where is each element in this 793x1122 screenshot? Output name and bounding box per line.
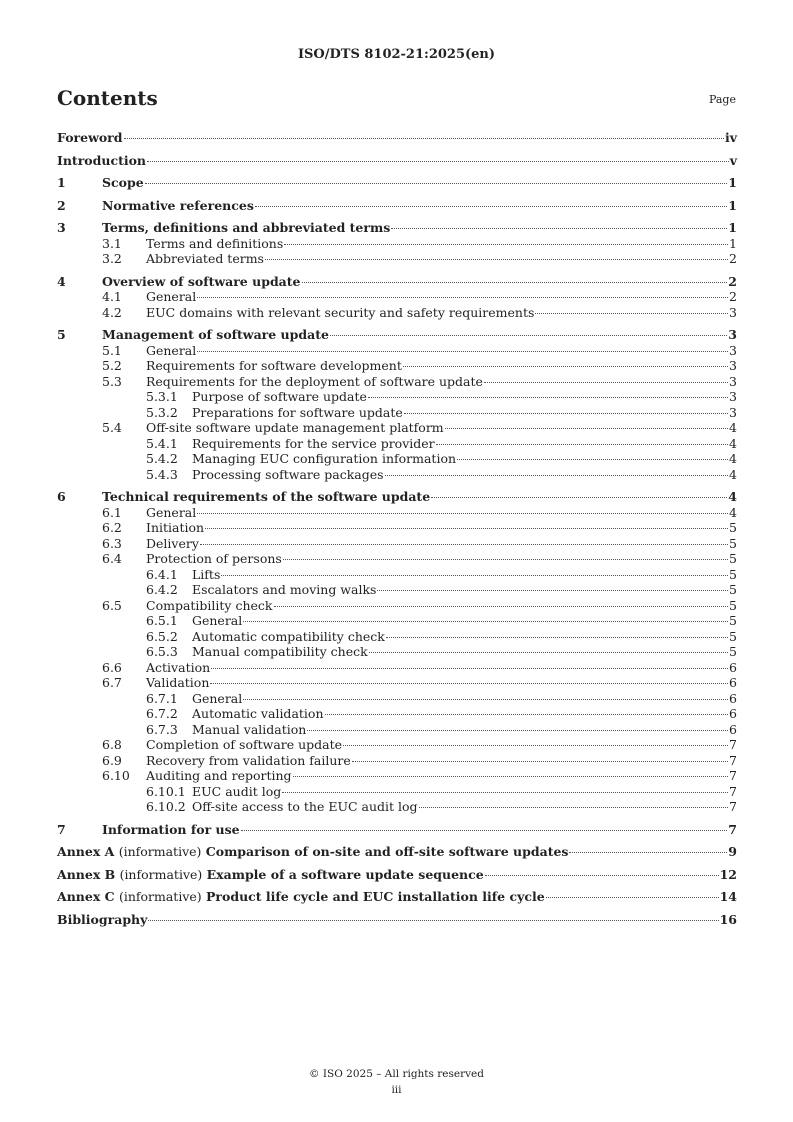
- toc-entry-number: 6.5.3: [146, 644, 178, 659]
- dot-leader: [147, 161, 729, 162]
- toc-entry[interactable]: [57, 912, 737, 928]
- toc-entry[interactable]: [57, 236, 737, 252]
- dot-leader: [368, 397, 728, 398]
- dot-leader: [274, 606, 729, 607]
- dot-leader: [205, 528, 728, 529]
- dot-leader: [445, 428, 728, 429]
- dot-leader: [377, 590, 728, 591]
- toc-entry-number: 6.10.2: [146, 799, 186, 814]
- dot-leader: [535, 313, 728, 314]
- toc-entry-number: 6.7.2: [146, 706, 178, 721]
- toc-entry-text: Lifts: [192, 566, 221, 582]
- toc-entry-text: Technical requirements of the software update: [102, 489, 431, 504]
- toc-entry-number: 5.4.2: [146, 451, 178, 466]
- toc-entry-number: 6.7.3: [146, 721, 178, 737]
- dot-leader: [197, 513, 728, 514]
- toc-entry-number: 5.3.2: [146, 404, 178, 420]
- dot-leader: [330, 335, 727, 336]
- toc-entry-page: 7: [729, 768, 737, 783]
- toc-entry-page: 4: [729, 451, 737, 466]
- toc-entry-text: Auditing and reporting: [146, 768, 292, 783]
- dot-leader: [243, 699, 728, 700]
- toc-entry-page: 6: [729, 659, 737, 675]
- toc-entry-page: 14: [719, 889, 737, 904]
- toc-entry-number: 6.3: [102, 535, 122, 551]
- toc-entry-number: 6.2: [102, 520, 122, 535]
- toc-entry[interactable]: [57, 220, 737, 236]
- toc-entry-page: 2: [729, 289, 737, 304]
- toc-entry[interactable]: [57, 467, 737, 483]
- toc-entry-number: 6.5.1: [146, 613, 178, 628]
- toc-entry-page: 5: [729, 582, 737, 597]
- toc-entry-page: 5: [729, 520, 737, 535]
- toc-entry[interactable]: [57, 675, 737, 691]
- dot-leader: [255, 206, 727, 207]
- annex-label: Annex B: [57, 866, 116, 882]
- toc-entry[interactable]: [57, 358, 737, 374]
- toc-entry-text: Automatic compatibility check: [192, 628, 385, 644]
- dot-leader: [148, 920, 718, 921]
- toc-entry-page: 3: [729, 404, 737, 420]
- toc-entry-page: 7: [729, 799, 737, 814]
- toc-entry-text: Off-site access to the EUC audit log: [192, 799, 418, 814]
- toc-entry-text: EUC domains with relevant security and safety requirements: [146, 304, 535, 320]
- toc-entry-page: v: [729, 152, 737, 168]
- toc-entry-text: Off-site software update management platform: [146, 420, 444, 435]
- toc-entry[interactable]: [57, 436, 737, 452]
- toc-entry-text: Terms, definitions and abbreviated terms: [102, 220, 391, 235]
- dot-leader: [385, 475, 729, 476]
- dot-leader: [284, 244, 728, 245]
- annex-label: Annex A: [57, 844, 115, 859]
- toc-entry[interactable]: [57, 198, 737, 214]
- toc-entry[interactable]: [57, 451, 737, 467]
- toc-entry-number: 7: [57, 821, 66, 837]
- toc-entry[interactable]: [57, 551, 737, 567]
- toc-entry[interactable]: [57, 505, 737, 521]
- dot-leader: [419, 807, 728, 808]
- toc-entry-number: 4.1: [102, 289, 122, 304]
- dot-leader: [403, 366, 728, 367]
- toc-entry-number: 5.1: [102, 342, 122, 358]
- toc-entry-page: 6: [729, 721, 737, 737]
- dot-leader: [343, 745, 728, 746]
- toc-entry[interactable]: [57, 520, 737, 536]
- toc-entry[interactable]: [57, 405, 737, 421]
- toc-entry-page: 16: [719, 911, 737, 927]
- toc-entry-number: 5.4.3: [146, 466, 178, 482]
- table-of-contents: [57, 130, 737, 927]
- toc-entry-text: Information for use: [102, 821, 240, 837]
- dot-leader: [436, 444, 728, 445]
- annex-title: Example of a software update sequence: [206, 866, 484, 882]
- toc-entry-number: 1: [57, 175, 66, 190]
- toc-entry-page: 4: [728, 489, 737, 504]
- toc-entry-text: Abbreviated terms: [146, 251, 264, 266]
- toc-entry-page: 4: [729, 435, 737, 451]
- toc-entry[interactable]: [57, 706, 737, 722]
- toc-entry-page: 6: [729, 675, 737, 690]
- toc-entry-number: 6.8: [102, 737, 122, 752]
- toc-entry-text: Protection of persons: [146, 551, 282, 566]
- toc-entry-page: 5: [729, 644, 737, 659]
- toc-entry-page: 12: [719, 866, 737, 882]
- toc-entry-number: 6.5.2: [146, 628, 178, 644]
- toc-entry-text: Validation: [146, 675, 210, 690]
- toc-entry-page: 4: [729, 466, 737, 482]
- toc-entry[interactable]: [57, 784, 737, 800]
- toc-entry-text: Compatibility check: [146, 597, 273, 613]
- toc-entry-text: Preparations for software update: [192, 404, 403, 420]
- dot-leader: [241, 830, 728, 831]
- toc-entry-page: 5: [729, 597, 737, 613]
- toc-entry-text: Bibliography: [57, 911, 148, 927]
- toc-entry[interactable]: [57, 420, 737, 436]
- toc-entry-text: Requirements for software development: [146, 358, 402, 373]
- toc-entry[interactable]: [57, 598, 737, 614]
- toc-entry[interactable]: [57, 274, 737, 290]
- annex-type: (informative): [118, 844, 202, 859]
- page-number: iii: [391, 1084, 402, 1096]
- toc-entry-text: Automatic validation: [192, 706, 324, 721]
- toc-entry[interactable]: [57, 327, 737, 343]
- toc-entry-number: 6.4.2: [146, 582, 178, 597]
- toc-entry[interactable]: [57, 343, 737, 359]
- page-title: Contents: [57, 86, 158, 110]
- toc-entry-page: 2: [729, 251, 737, 266]
- toc-entry[interactable]: [57, 175, 737, 191]
- dot-leader: [431, 497, 727, 498]
- toc-entry-page: 3: [729, 342, 737, 358]
- dot-leader: [282, 792, 728, 793]
- toc-entry-number: 6.1: [102, 504, 122, 520]
- toc-entry-number: 6.4.1: [146, 566, 178, 582]
- toc-entry[interactable]: [57, 722, 737, 738]
- dot-leader: [283, 559, 728, 560]
- toc-entry-page: 7: [729, 737, 737, 752]
- toc-entry-page: 5: [729, 613, 737, 628]
- dot-leader: [457, 459, 728, 460]
- toc-entry[interactable]: [57, 613, 737, 629]
- dot-leader: [265, 259, 728, 260]
- annex-type: (informative): [118, 889, 202, 904]
- toc-entry-page: 1: [729, 235, 737, 251]
- toc-entry-text: Introduction: [57, 152, 147, 168]
- toc-entry[interactable]: [57, 582, 737, 598]
- dot-leader: [484, 382, 728, 383]
- toc-entry-text: [57, 844, 568, 860]
- toc-entry[interactable]: [57, 251, 737, 267]
- toc-entry-text: [57, 889, 545, 905]
- toc-entry-number: 5.4.1: [146, 435, 178, 451]
- dot-leader: [197, 351, 728, 352]
- annex-type: (informative): [119, 866, 203, 882]
- toc-entry-text: Managing EUC configuration information: [192, 451, 457, 466]
- dot-leader: [386, 637, 728, 638]
- toc-entry[interactable]: [57, 660, 737, 676]
- dot-leader: [211, 668, 728, 669]
- toc-entry-text: General: [146, 289, 197, 304]
- dot-leader: [197, 297, 728, 298]
- toc-entry-page: 3: [729, 304, 737, 320]
- toc-entry-page: 3: [729, 358, 737, 373]
- toc-entry-number: 6.7.1: [146, 690, 178, 706]
- toc-entry-number: 3.2: [102, 251, 122, 266]
- toc-entry-text: Manual compatibility check: [192, 644, 368, 659]
- toc-entry-page: 4: [729, 420, 737, 435]
- toc-entry-text: Terms and definitions: [146, 235, 284, 251]
- toc-entry-number: 5.3.1: [146, 389, 178, 404]
- toc-entry[interactable]: [57, 867, 737, 883]
- dot-leader: [124, 138, 724, 139]
- toc-entry-number: 4: [57, 273, 66, 289]
- page-column-label: Page: [708, 93, 736, 106]
- toc-entry-text: Processing software packages: [192, 466, 384, 482]
- toc-entry-text: Foreword: [57, 130, 123, 145]
- toc-entry-page: 6: [729, 690, 737, 706]
- toc-entry-page: 7: [729, 783, 737, 799]
- dot-leader: [145, 183, 728, 184]
- dot-leader: [391, 228, 727, 229]
- dot-leader: [221, 575, 728, 576]
- toc-entry-number: 6.10.1: [146, 783, 186, 799]
- page-footer: [0, 1066, 793, 1098]
- toc-entry-number: 6: [57, 489, 66, 504]
- dot-leader: [302, 282, 728, 283]
- toc-entry-number: 6.6: [102, 659, 122, 675]
- toc-entry-page: 5: [729, 535, 737, 551]
- toc-entry-text: Management of software update: [102, 327, 329, 342]
- toc-entry-number: 5: [57, 327, 66, 342]
- toc-entry[interactable]: [57, 889, 737, 905]
- toc-entry-page: 7: [729, 752, 737, 768]
- toc-entry-number: 6.5: [102, 597, 122, 613]
- dot-leader: [325, 714, 729, 715]
- dot-leader: [352, 761, 728, 762]
- toc-entry-page: 5: [729, 551, 737, 566]
- toc-entry-text: Escalators and moving walks: [192, 582, 377, 597]
- toc-entry-text: General: [192, 690, 243, 706]
- toc-entry-text: Activation: [146, 659, 211, 675]
- copyright-notice: © ISO 2025 – All rights reserved: [309, 1068, 484, 1080]
- toc-entry-page: 2: [728, 273, 737, 289]
- toc-entry-number: 6.9: [102, 752, 122, 768]
- dot-leader: [210, 683, 728, 684]
- toc-entry[interactable]: [57, 799, 737, 815]
- toc-entry-text: Overview of software update: [102, 273, 301, 289]
- toc-entry-number: 2: [57, 197, 66, 213]
- toc-entry-text: Requirements for the service provider: [192, 435, 435, 451]
- toc-entry[interactable]: [57, 629, 737, 645]
- toc-entry[interactable]: [57, 130, 737, 146]
- dot-leader: [293, 776, 728, 777]
- toc-entry-page: 3: [729, 373, 737, 389]
- toc-entry-number: 5.4: [102, 420, 122, 435]
- toc-entry-text: Manual validation: [192, 721, 307, 737]
- toc-entry-text: General: [146, 342, 197, 358]
- toc-entry[interactable]: [57, 374, 737, 390]
- dot-leader: [404, 413, 728, 414]
- toc-entry-text: Requirements for the deployment of software update: [146, 373, 483, 389]
- dot-leader: [369, 652, 728, 653]
- dot-leader: [200, 544, 728, 545]
- toc-entry-number: 5.2: [102, 358, 122, 373]
- toc-entry-text: [57, 867, 484, 883]
- toc-entry-page: 4: [729, 504, 737, 520]
- toc-entry-text: Delivery: [146, 535, 199, 551]
- toc-entry[interactable]: [57, 737, 737, 753]
- dot-leader: [307, 730, 728, 731]
- toc-entry[interactable]: [57, 305, 737, 321]
- toc-entry-number: 5.3: [102, 373, 122, 389]
- toc-entry[interactable]: [57, 691, 737, 707]
- toc-entry-text: General: [146, 504, 197, 520]
- toc-entry-text: Initiation: [146, 520, 205, 535]
- toc-entry-page: 1: [728, 220, 737, 235]
- toc-entry-text: EUC audit log: [192, 783, 282, 799]
- toc-entry-page: 9: [728, 844, 737, 859]
- toc-entry-number: 3: [57, 220, 66, 235]
- toc-entry-text: Purpose of software update: [192, 389, 367, 404]
- toc-entry[interactable]: [57, 289, 737, 305]
- dot-leader: [485, 875, 719, 876]
- toc-entry[interactable]: [57, 153, 737, 169]
- dot-leader: [243, 621, 728, 622]
- toc-entry-number: 3.1: [102, 235, 122, 251]
- toc-entry-page: 1: [728, 175, 737, 190]
- toc-entry[interactable]: [57, 844, 737, 860]
- toc-entry[interactable]: [57, 489, 737, 505]
- toc-entry-page: 3: [728, 327, 737, 342]
- dot-leader: [569, 852, 727, 853]
- toc-entry[interactable]: [57, 753, 737, 769]
- toc-entry-text: General: [192, 613, 243, 628]
- toc-entry[interactable]: [57, 389, 737, 405]
- toc-entry-page: 3: [729, 389, 737, 404]
- toc-entry[interactable]: [57, 644, 737, 660]
- toc-entry[interactable]: [57, 768, 737, 784]
- toc-entry-page: 6: [729, 706, 737, 721]
- toc-entry-number: 6.7: [102, 675, 122, 690]
- dot-leader: [546, 897, 719, 898]
- toc-entry-page: 7: [728, 821, 737, 837]
- annex-title: Comparison of on-site and off-site software updates: [205, 844, 569, 859]
- annex-label: Annex C: [57, 889, 115, 904]
- annex-title: Product life cycle and EUC installation life cycle: [206, 889, 545, 904]
- toc-entry[interactable]: [57, 822, 737, 838]
- toc-entry-number: 6.10: [102, 768, 130, 783]
- document-id-header: ISO/DTS 8102-21:2025(en): [297, 47, 496, 62]
- toc-entry-text: Scope: [102, 175, 144, 190]
- toc-entry[interactable]: [57, 567, 737, 583]
- toc-entry[interactable]: [57, 536, 737, 552]
- toc-entry-page: 5: [729, 628, 737, 644]
- toc-entry-text: Normative references: [102, 197, 254, 213]
- toc-entry-text: Completion of software update: [146, 737, 343, 752]
- toc-entry-page: 5: [729, 566, 737, 582]
- toc-entry-page: 1: [728, 197, 737, 213]
- toc-entry-page: iv: [724, 130, 737, 145]
- toc-entry-text: Recovery from validation failure: [146, 752, 351, 768]
- toc-entry-number: 6.4: [102, 551, 122, 566]
- toc-entry-number: 4.2: [102, 304, 122, 320]
